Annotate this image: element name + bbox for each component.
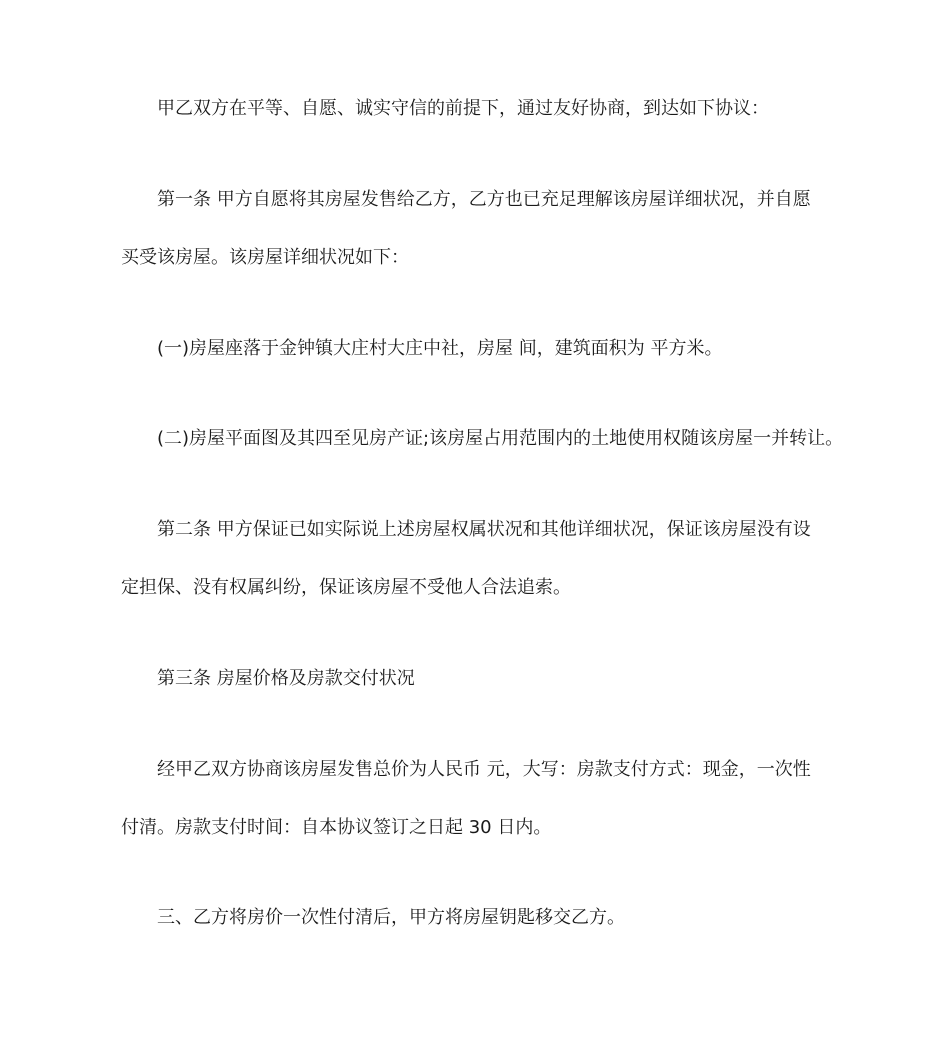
- article-1-line-2: 买受该房屋。该房屋详细状况如下：: [121, 247, 409, 268]
- clause-1: (一)房屋座落于金钟镇大庄村大庄中社，房屋 间，建筑面积为 平方米。: [157, 338, 723, 359]
- paragraph-preamble: 甲乙双方在平等、自愿、诚实守信的前提下，通过友好协商，到达如下协议：: [157, 98, 769, 119]
- price-paragraph-line-2: 付清。房款支付时间：自本协议签订之日起 30 日内。: [121, 817, 552, 838]
- clause-2: (二)房屋平面图及其四至见房产证;该房屋占用范围内的土地使用权随该房屋一并转让。: [157, 428, 844, 449]
- article-2-line-1: 第二条 甲方保证已如实际说上述房屋权属状况和其他详细状况，保证该房屋没有设: [157, 519, 811, 540]
- article-1-line-1: 第一条 甲方自愿将其房屋发售给乙方，乙方也已充足理解该房屋详细状况，并自愿: [157, 189, 811, 210]
- article-3-heading: 第三条 房屋价格及房款交付状况: [157, 668, 415, 689]
- key-handover-paragraph: 三、乙方将房价一次性付清后，甲方将房屋钥匙移交乙方。: [157, 907, 625, 928]
- price-paragraph-line-1: 经甲乙双方协商该房屋发售总价为人民币 元，大写：房款支付方式：现金，一次性: [157, 759, 811, 780]
- article-2-line-2: 定担保、没有权属纠纷，保证该房屋不受他人合法追索。: [121, 577, 571, 598]
